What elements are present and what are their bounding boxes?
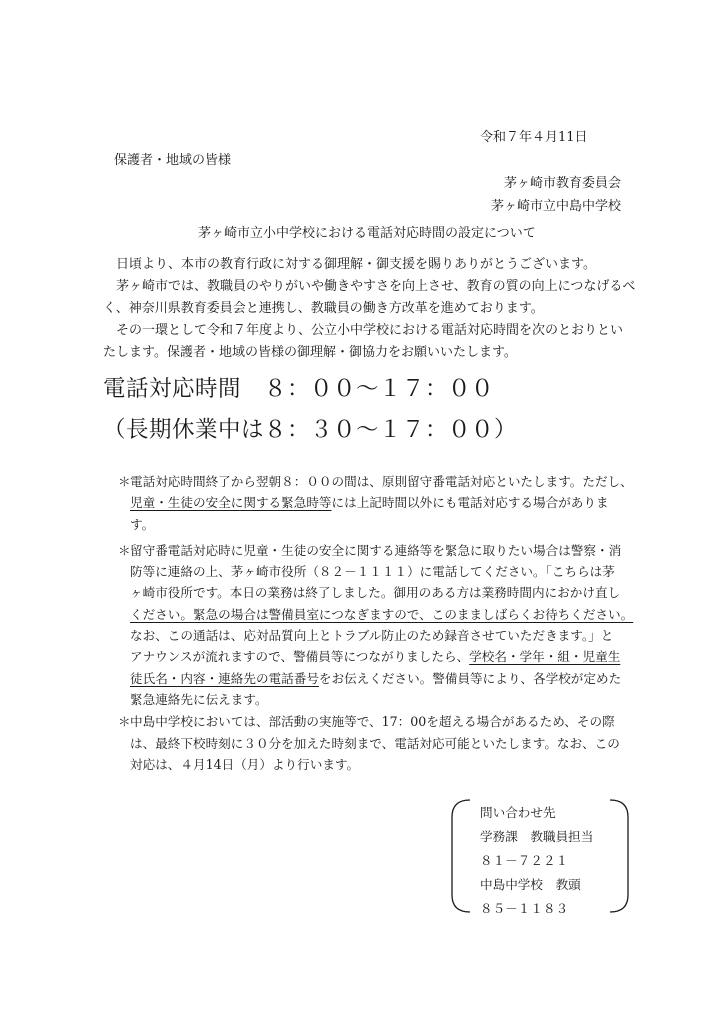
document-date: 令和７年４月11日 <box>480 130 588 145</box>
note-marker: ＊ <box>118 542 131 558</box>
note-text: をお伝えください。警備員等により、各学校が定めた <box>318 670 622 686</box>
contact-school-phone: ８５－１１８３ <box>480 901 569 916</box>
note-line: は、最終下校時刻に３０分を加えた時刻まで、電話対応可能といたします。なお、この <box>130 735 620 751</box>
note-line: 対応は、４月14日（月）より行います。 <box>130 756 360 772</box>
notes-list <box>118 471 638 775</box>
note-line: 留守番電話対応時に児童・生徒の安全に関する連絡等を緊急に取りたい場合は警察・消 <box>130 542 622 558</box>
note-line: 中島中学校においては、部活動の実施等で、17：00を超える場合があるため、その際 <box>130 714 615 730</box>
note-line <box>130 668 638 689</box>
note-line <box>130 646 638 667</box>
note-item <box>118 471 638 535</box>
body-line: その一環として令和７年度より、公立小中学校における電話対応時間を次のとおりとい <box>116 323 624 338</box>
addressee: 保護者・地域の皆様 <box>114 153 232 168</box>
note-text: アナウンスが流れますので、警備員等につながりましたら、 <box>130 649 470 665</box>
note-line: 電話対応時間終了から翌朝８：００の間は、原則留守番電話対応といたします。ただし、 <box>130 474 633 489</box>
body-text <box>103 254 636 364</box>
contact-dept: 学務課 教職員担当 <box>480 829 594 844</box>
document-subject: 茅ヶ崎市立小中学校における電話対応時間の設定について <box>198 226 536 241</box>
note-line: 防等に連絡の上、茅ヶ崎市役所（８２－１１１１）に電話してください。「こちらは茅 <box>130 564 615 580</box>
note-marker: ＊ <box>118 714 131 730</box>
body-line: たします。保護者・地域の皆様の御理解・御協力をお願いいたします。 <box>103 345 517 360</box>
note-line <box>130 492 638 513</box>
note-text: には上記時間以外にも電話対応する場合がありま <box>331 495 609 511</box>
phone-hours-vacation: （長期休業中は８：３０～１７：００） <box>103 417 518 443</box>
body-line: 日頃より、本市の教育行政に対する御理解・御支援を賜りありがとうございます。 <box>116 257 596 272</box>
underlined-text: 徒氏名・内容・連絡先の電話番号 <box>130 670 319 686</box>
underlined-text: 学校名・学年・組・児童生 <box>469 649 621 665</box>
body-line: く、神奈川県教育委員会と連携し、教職員の働き方改革を進めております。 <box>103 301 544 316</box>
note-line: なお、この通話は、応対品質向上とトラブル防止のため録音させていただきます。」と <box>130 628 614 644</box>
note-line: ヶ崎市役所です。本日の業務は終了しました。御用のある方は業務時間内におかけ直し <box>130 585 621 601</box>
note-line: ください。緊急の場合は警備員室につなぎますので、このまましばらくお待ちください。 <box>130 606 634 622</box>
note-line: す。 <box>130 516 155 532</box>
underlined-text: 児童・生徒の安全に関する緊急時等 <box>130 495 332 511</box>
note-line: 緊急連絡先に伝えます。 <box>130 691 268 707</box>
contact-box <box>448 797 632 915</box>
sender-school: 茅ヶ崎市立中島中学校 <box>490 199 621 214</box>
contact-heading: 問い合わせ先 <box>480 805 556 820</box>
note-item <box>118 711 638 775</box>
contact-dept-phone: ８１－７２２１ <box>480 853 569 868</box>
note-marker: ＊ <box>118 474 131 489</box>
phone-hours-main: 電話対応時間 ８：００～１７：００ <box>103 376 495 402</box>
note-item <box>118 540 638 710</box>
contact-lines <box>480 801 593 921</box>
contact-school: 中島中学校 教頭 <box>480 877 581 892</box>
body-line: 茅ヶ崎市では、教職員のやりがいや働きやすさを向上させ、教育の質の向上につなげるべ <box>116 279 636 294</box>
sender-board: 茅ヶ崎市教育委員会 <box>503 176 621 191</box>
